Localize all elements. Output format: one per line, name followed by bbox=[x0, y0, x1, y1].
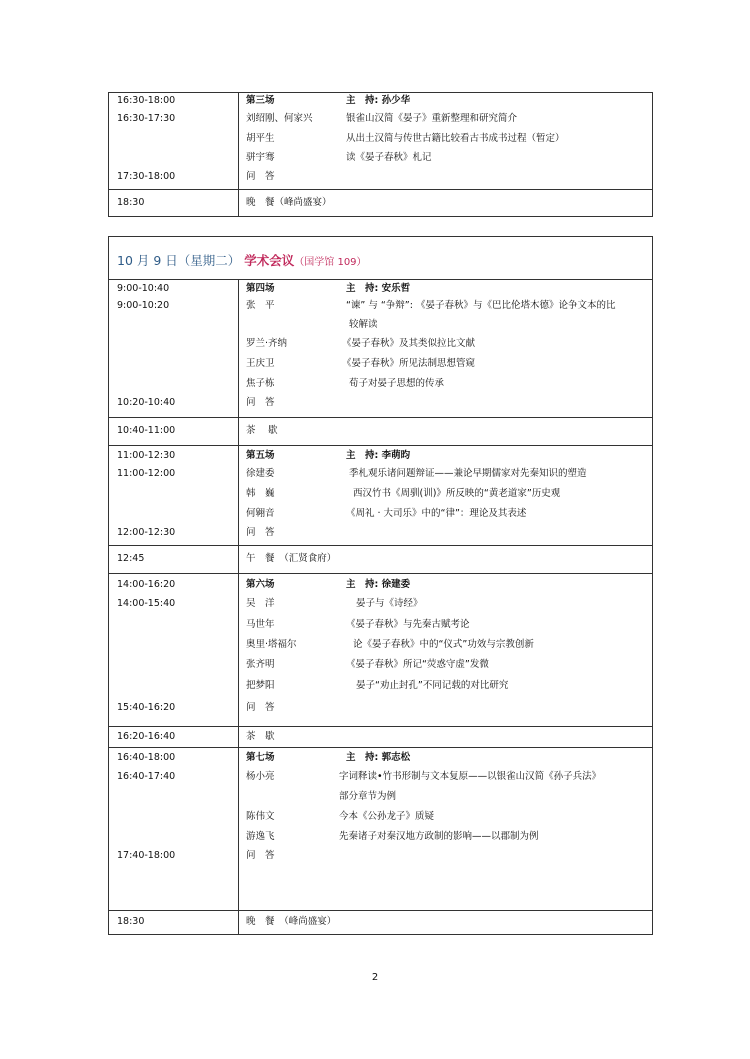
day-header-row bbox=[109, 237, 652, 280]
speaker: 陈伟文 bbox=[246, 811, 275, 822]
time-column bbox=[109, 546, 239, 573]
session-4-row bbox=[109, 280, 652, 418]
session-title: 第三场 bbox=[246, 95, 275, 106]
time-column bbox=[109, 446, 239, 545]
topic: 季札观乐诸问题辩证——兼论早期儒家对先秦知识的塑造 bbox=[349, 468, 587, 479]
topic: 《晏子春秋》所记“荧惑守虚”发微 bbox=[346, 659, 489, 670]
qa-time: 10:20-10:40 bbox=[117, 397, 176, 408]
time-column bbox=[109, 574, 239, 726]
qa-label: 问 答 bbox=[246, 850, 275, 861]
session-host: 主 持: 徐建委 bbox=[346, 579, 411, 590]
speaker: 吴 洋 bbox=[246, 598, 275, 609]
day-date: 10 月 9 日（星期二） bbox=[117, 253, 241, 268]
session-host: 主 持: 孙少华 bbox=[346, 95, 411, 106]
schedule-table-1 bbox=[108, 92, 653, 217]
time-column bbox=[109, 190, 239, 216]
talks-time: 9:00-10:20 bbox=[117, 300, 170, 311]
dinner-row bbox=[109, 911, 652, 934]
qa-label: 问 答 bbox=[246, 527, 275, 538]
speaker: 王庆卫 bbox=[246, 358, 275, 369]
topic: 从出土汉简与传世古籍比较看古书成书过程（暂定） bbox=[346, 133, 565, 144]
topic: 今本《公孙龙子》质疑 bbox=[339, 811, 435, 822]
session-time: 16:30-18:00 bbox=[117, 95, 176, 106]
talks-time: 14:00-15:40 bbox=[117, 598, 176, 609]
qa-time: 17:40-18:00 bbox=[117, 850, 176, 861]
speaker: 刘绍刚、何家兴 bbox=[246, 113, 313, 124]
time-column bbox=[109, 418, 239, 445]
tea-label: 茶 歇 bbox=[246, 731, 275, 742]
session-time: 11:00-12:30 bbox=[117, 450, 176, 461]
topic: 《周礼 · 大司乐》中的“律”：理论及其表述 bbox=[346, 508, 527, 519]
speaker: 把梦阳 bbox=[246, 680, 275, 691]
lunch-label: 午 餐 （汇贤食府） bbox=[246, 553, 337, 564]
session-host: 主 持: 郭志松 bbox=[346, 752, 411, 763]
venue-label: （国学馆 109） bbox=[294, 257, 367, 268]
dinner-label: 晚 餐（峰尚盛宴） bbox=[246, 197, 332, 208]
topic-continued: 部分章节为例 bbox=[339, 791, 397, 802]
topic: 银雀山汉简《晏子》重新整理和研究简介 bbox=[346, 113, 518, 124]
speaker: 罗兰·齐纳 bbox=[246, 338, 288, 349]
talks-time: 11:00-12:00 bbox=[117, 468, 176, 479]
schedule-table-2 bbox=[108, 236, 653, 935]
qa-label: 问 答 bbox=[246, 397, 275, 408]
session-3-row bbox=[109, 93, 652, 190]
tea-break-row bbox=[109, 418, 652, 446]
session-host: 主 持: 李萌昀 bbox=[346, 450, 411, 461]
session-5-row bbox=[109, 446, 652, 546]
speaker: 奥里·塔福尔 bbox=[246, 639, 297, 650]
session-title: 第五场 bbox=[246, 450, 275, 461]
session-time: 9:00-10:40 bbox=[117, 283, 170, 294]
talks-time: 16:30-17:30 bbox=[117, 113, 176, 124]
session-title: 第六场 bbox=[246, 579, 275, 590]
qa-label: 问 答 bbox=[246, 171, 275, 182]
talks-time: 16:40-17:40 bbox=[117, 771, 176, 782]
topic: 《晏子春秋》所见法制思想管窥 bbox=[342, 358, 476, 369]
speaker: 骈宇骞 bbox=[246, 152, 275, 163]
time-column bbox=[109, 727, 239, 747]
conference-label: 学术会议 bbox=[244, 253, 295, 268]
speaker: 徐建委 bbox=[246, 468, 275, 479]
qa-time: 15:40-16:20 bbox=[117, 702, 176, 713]
topic: 《晏子春秋》及其类似拉比文献 bbox=[342, 338, 476, 349]
session-7-row bbox=[109, 748, 652, 911]
page-number: 2 bbox=[371, 972, 379, 983]
session-title: 第七场 bbox=[246, 752, 275, 763]
dinner-row bbox=[109, 190, 652, 216]
session-time: 14:00-16:20 bbox=[117, 579, 176, 590]
speaker: 何翱音 bbox=[246, 508, 275, 519]
session-title: 第四场 bbox=[246, 283, 275, 294]
topic: “谏” 与 “争辩”: 《晏子春秋》与《巴比伦塔木德》论争文本的比 bbox=[346, 300, 616, 311]
speaker: 胡平生 bbox=[246, 133, 275, 144]
tea-time: 10:40-11:00 bbox=[117, 425, 176, 436]
dinner-label: 晚 餐 （峰尚盛宴） bbox=[246, 916, 337, 927]
qa-time: 12:00-12:30 bbox=[117, 527, 176, 538]
session-6-row bbox=[109, 574, 652, 727]
topic: 西汉竹书《周驯(训)》所反映的“黄老道家”历史观 bbox=[353, 488, 561, 499]
qa-time: 17:30-18:00 bbox=[117, 171, 176, 182]
time-column bbox=[109, 280, 239, 417]
tea-time: 16:20-16:40 bbox=[117, 731, 176, 742]
time-column bbox=[109, 911, 239, 934]
topic: 读《晏子春秋》札记 bbox=[346, 152, 432, 163]
topic: 《晏子春秋》与先秦古赋考论 bbox=[346, 619, 470, 630]
topic: 先秦诸子对秦汉地方政制的影响——以郡制为例 bbox=[339, 831, 539, 842]
time-column bbox=[109, 93, 239, 189]
speaker: 韩 巍 bbox=[246, 488, 275, 499]
lunch-row bbox=[109, 546, 652, 574]
speaker: 马世年 bbox=[246, 619, 275, 630]
speaker: 游逸飞 bbox=[246, 831, 275, 842]
session-time: 16:40-18:00 bbox=[117, 752, 176, 763]
lunch-time: 12:45 bbox=[117, 553, 145, 564]
topic: 荀子对晏子思想的传承 bbox=[349, 378, 445, 389]
time-column bbox=[109, 748, 239, 910]
topic-continued: 较解读 bbox=[349, 319, 378, 330]
session-host: 主 持: 安乐哲 bbox=[346, 283, 411, 294]
topic: 晏子与《诗经》 bbox=[356, 598, 423, 609]
topic: 晏子“劝止封孔”不同记载的对比研究 bbox=[356, 680, 509, 691]
dinner-time: 18:30 bbox=[117, 197, 145, 208]
dinner-time: 18:30 bbox=[117, 916, 145, 927]
topic: 字词释读•竹书形制与文本复原——以银雀山汉简《孙子兵法》 bbox=[339, 771, 602, 782]
speaker: 杨小亮 bbox=[246, 771, 275, 782]
qa-label: 问 答 bbox=[246, 702, 275, 713]
topic: 论《晏子春秋》中的“仪式”功效与宗教创新 bbox=[353, 639, 534, 650]
speaker: 张齐明 bbox=[246, 659, 275, 670]
speaker: 张 平 bbox=[246, 300, 275, 311]
tea-label: 茶 歇 bbox=[246, 425, 278, 436]
day-title bbox=[117, 251, 367, 269]
speaker: 焦子栋 bbox=[246, 378, 275, 389]
tea-break-row bbox=[109, 727, 652, 748]
